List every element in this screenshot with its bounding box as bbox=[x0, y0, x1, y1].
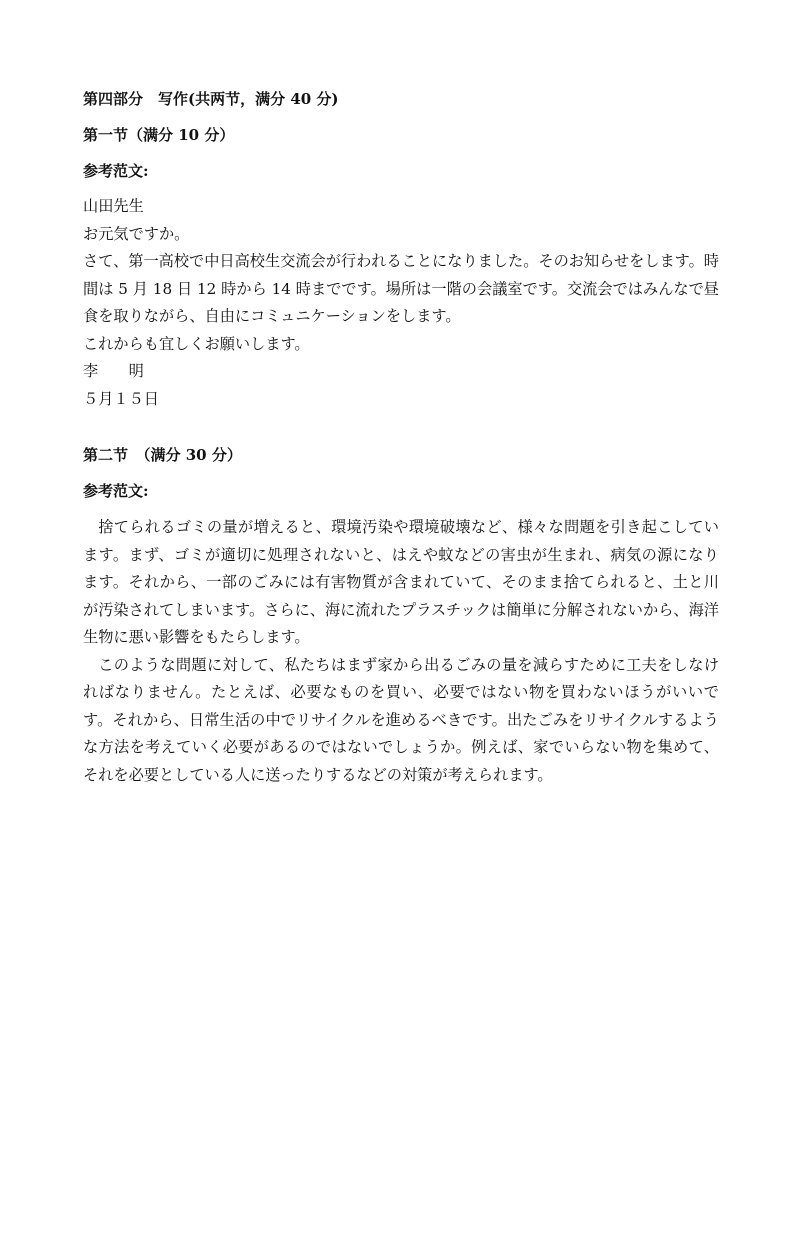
letter-salutation: 山田先生 bbox=[83, 197, 144, 215]
section-1-reference-label: 参考范文: bbox=[83, 162, 149, 180]
sample-letter bbox=[83, 193, 719, 413]
letter-closing: これからも宜しくお願いします。 bbox=[83, 334, 310, 353]
section-2-title: 第二节 （满分 30 分） bbox=[83, 446, 242, 464]
essay-paragraph: 捨てられるゴミの量が増えると、環境汚染や環境破壊など、様々な問題を引き起こしています。まず、ゴミが適切に処理されないと、はえや蚊などの害虫が生まれ、病気の源になります。それから、一部のごみには有害物質が含まれていて、そのまま捨てられると、土と川が汚染されてしまいます。さらに、海に流れたプラスチックは簡単に分解されないから、海洋生物に悪い影響をもたらします。 bbox=[83, 518, 719, 646]
section-1 bbox=[83, 124, 719, 413]
section-2 bbox=[83, 444, 719, 789]
sample-essay bbox=[83, 514, 719, 789]
essay-paragraph: このような問題に対して、私たちはまず家から出るごみの量を減らすために工夫をしなければなりません。たとえば、必要なものを買い、必要ではない物を買わないほうがいいです。それから、日常生活の中でリサイクルを進めるべきです。出たごみをリサイクルするような方法を考えていく必要があるのではないでしょうか。例えば、家でいらない物を集めて、それを必要としている人に送ったりするなどの対策が考えられます。 bbox=[83, 655, 719, 784]
part-title: 第四部分 写作(共两节，满分 40 分) bbox=[83, 90, 339, 108]
section-1-title: 第一节（满分 10 分） bbox=[83, 126, 235, 144]
letter-signature: 李 明 bbox=[83, 362, 144, 380]
document-page bbox=[83, 88, 719, 789]
letter-date: ５月１５日 bbox=[83, 389, 159, 408]
letter-body: さて、第一高校で中日高校生交流会が行われることになりました。そのお知らせをします。時間は 5 月 18 日 12 時から 14 時までです。場所は一階の会議室です。交流会ではみんなで昼食を取りながら、自由にコミュニケーションをします。 bbox=[83, 252, 719, 325]
section-2-reference-label: 参考范文: bbox=[83, 482, 149, 500]
letter-greeting: お元気ですか。 bbox=[83, 224, 190, 243]
